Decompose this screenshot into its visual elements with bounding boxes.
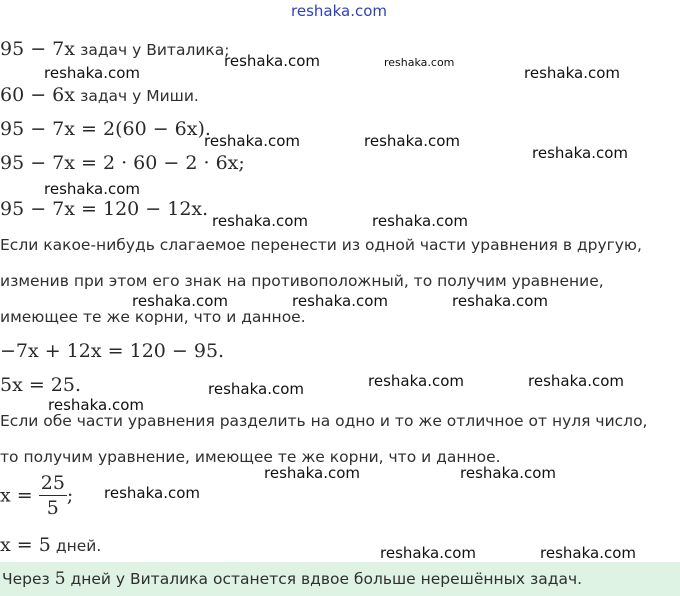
answer-box (0, 562, 680, 596)
result-expression: x = 5 (0, 534, 51, 556)
watermark: reshaka.com (452, 292, 548, 310)
equation-line-3: 95 − 7x = 2(60 − 6x). (0, 118, 211, 140)
fraction-denominator: 5 (46, 497, 59, 519)
watermark: reshaka.com (380, 544, 476, 562)
watermark: reshaka.com (104, 484, 200, 502)
fraction (39, 472, 67, 519)
watermark: reshaka.com (44, 64, 140, 82)
watermark: reshaka.com (384, 56, 455, 69)
equation-line-2 (0, 84, 199, 106)
watermark-top: reshaka.com (291, 2, 387, 20)
watermark: reshaka.com (204, 132, 300, 150)
label-misha: задач у Миши. (80, 87, 199, 105)
watermark: reshaka.com (208, 380, 304, 398)
watermark: reshaka.com (224, 52, 320, 70)
equation-line-4: 95 − 7x = 2 · 60 − 2 · 6x; (0, 152, 245, 174)
answer-post: дней у Виталика останется вдвое больше нерешённых задач. (70, 570, 583, 588)
equation-line-9 (0, 534, 101, 556)
fraction-numerator: 25 (40, 472, 65, 494)
rule-paragraph-2-line-2: то получим уравнение, имеющее те же корни, что и данное. (0, 448, 501, 466)
watermark: reshaka.com (368, 372, 464, 390)
result-unit: дней. (55, 537, 102, 555)
watermark: reshaka.com (364, 132, 460, 150)
expression-misha: 60 − 6x (0, 84, 75, 106)
watermark: reshaka.com (540, 544, 636, 562)
watermark: reshaka.com (264, 464, 360, 482)
watermark: reshaka.com (372, 212, 468, 230)
equation-line-8 (0, 472, 73, 519)
equation-line-6: −7x + 12x = 120 − 95. (0, 340, 225, 362)
rule-paragraph-1-line-2: изменив при этом его знак на противоположный, то получим уравнение, (0, 272, 604, 290)
equation-line-1 (0, 38, 230, 60)
watermark: reshaka.com (292, 292, 388, 310)
answer-number: 5 (54, 569, 66, 589)
watermark: reshaka.com (532, 144, 628, 162)
rule-paragraph-1-line-1: Если какое-нибудь слагаемое перенести из одной части уравнения в другую, (0, 236, 642, 254)
expression-vitalik: 95 − 7x (0, 38, 75, 60)
equation-line-7: 5x = 25. (0, 374, 82, 396)
answer-pre: Через (2, 570, 50, 588)
fraction-end: ; (66, 484, 74, 507)
watermark: reshaka.com (132, 292, 228, 310)
rule-paragraph-1-line-3: имеющее те же корни, что и данное. (0, 308, 306, 326)
watermark: reshaka.com (48, 396, 144, 414)
watermark: reshaka.com (460, 464, 556, 482)
equation-line-5: 95 − 7x = 120 − 12x. (0, 198, 209, 220)
answer-text (2, 569, 582, 589)
watermark: reshaka.com (524, 64, 620, 82)
fraction-lhs: x = (0, 484, 33, 507)
watermark: reshaka.com (528, 372, 624, 390)
rule-paragraph-2-line-1: Если обе части уравнения разделить на одно и то же отличное от нуля число, (0, 412, 648, 430)
watermark: reshaka.com (212, 212, 308, 230)
watermark: reshaka.com (44, 180, 140, 198)
label-vitalik: задач у Виталика; (80, 41, 230, 59)
